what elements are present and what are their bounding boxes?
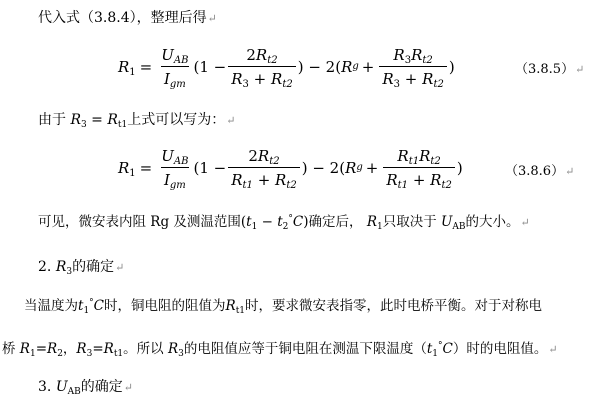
text: 。所以	[123, 341, 164, 357]
equation-ref: （3.8.4）	[80, 10, 137, 26]
fraction: $\frac{2R_{t2}}{R_{t1} + R_{t2}}$	[228, 147, 300, 189]
fraction: $\frac{R_{t1}R_{t2}}{R_{t1} + R_{t2}}$	[383, 147, 455, 189]
paragraph-line-2: 由于 $R_3 = R_{t1}$上式可以写为：↵	[38, 112, 236, 130]
fraction: $\frac{2R_{t2}}{R_3 + R_{t2}}$	[228, 46, 295, 88]
text: ，整理后得	[136, 10, 207, 26]
text: 上式可以写为：	[127, 112, 226, 128]
equation-number	[515, 58, 584, 77]
text: )确定后，	[303, 214, 363, 230]
heading-2: 2. $R_3$的确定↵	[38, 259, 125, 277]
equation-number	[505, 160, 574, 179]
text: 可见，微安表内阻 Rg 及测温范围(	[38, 214, 247, 230]
text: 桥	[2, 341, 16, 357]
fraction: $\frac{U_{AB}}{I_{gm}}$	[161, 46, 189, 90]
fraction: $\frac{R_3R_{t2}}{R_3 + R_{t2}}$	[379, 46, 446, 88]
text: 的确定	[72, 259, 115, 275]
text: 代入式	[38, 10, 80, 26]
text: 的大小。	[465, 214, 520, 230]
paragraph-mark: ↵	[565, 165, 575, 178]
text: 的电阻值应等于铜电阻在测温下限温度（	[183, 341, 427, 357]
fraction: $\frac{U_{AB}}{I_{gm}}$	[161, 147, 189, 191]
paragraph-mark: ↵	[123, 381, 133, 394]
paragraph-line-6: 桥 $R_1=R_2$，$R_3=R_{t1}$。所以 $R_3$的电阻值应等于铜电阻在测温下限温度$(t_1^\circ C)$时的电阻值。↵	[2, 341, 558, 359]
heading-number: 2.	[38, 259, 52, 275]
text: 时，要求微安表指零，此时电桥平衡。对于对称电	[245, 298, 543, 314]
heading-3: 3. $U_{AB}$的确定↵	[38, 379, 133, 397]
paragraph-mark: ↵	[575, 63, 585, 76]
text: 只取决于	[382, 214, 437, 230]
text: ）时的电阻值。	[452, 341, 548, 357]
text: 当温度为	[24, 298, 78, 314]
equation-3-8-6: $R_1$ = $\frac{U_{AB}}{I_{gm}}$ (1 − $\frac{2R_{t2}}{R_{t1} + R_{t2}}$ ) − 2( R g + $\frac{R_{t1}R_{t2}}{R_{t1} + R_{t2}}$ )	[118, 147, 463, 191]
heading-number: 3.	[38, 379, 52, 395]
paragraph-mark: ↵	[115, 261, 125, 274]
text: 时，铜电阻的阻值为	[104, 298, 226, 314]
paragraph-line-5: 当温度为$t_1^\circ C$时，铜电阻的阻值为$R_{t1}$时，要求微安表指零，此时电桥平衡。对于对称电	[24, 298, 543, 316]
equation-number-text: （3.8.6）	[505, 164, 565, 179]
text: 的确定	[80, 379, 123, 395]
paragraph-line-3: 可见，微安表内阻 Rg 及测温范围$(t_1 - t_2^\circ C)$确定后， $R_1$只取决于 $U_{AB}$的大小。↵	[38, 214, 530, 232]
equation-3-8-5: $R_1$ = $\frac{U_{AB}}{I_{gm}}$ (1 − $\frac{2R_{t2}}{R_3 + R_{t2}}$ ) − 2( R g + $\frac{R_3R_{t2}}{R_3 + R_{t2}}$ )	[118, 46, 455, 90]
paragraph-mark: ↵	[548, 343, 558, 356]
paragraph-mark: ↵	[226, 114, 236, 127]
text: 由于	[38, 112, 66, 128]
paragraph-mark: ↵	[520, 216, 530, 229]
paragraph-line-1	[38, 9, 217, 28]
paragraph-mark: ↵	[207, 12, 217, 25]
equation-number-text: （3.8.5）	[515, 62, 575, 77]
